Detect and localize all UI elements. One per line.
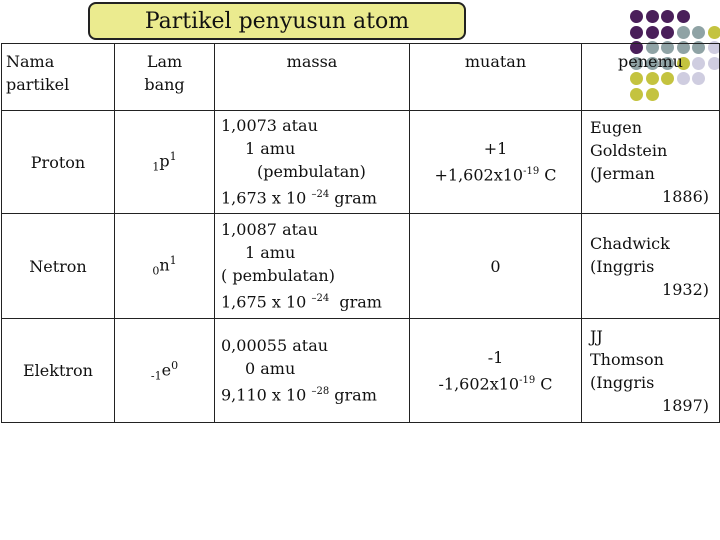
massa-line: 9,110 x 10 $^{-28}$ gram <box>221 385 377 405</box>
header-penemu-label: penemu <box>618 52 683 71</box>
decorative-dot <box>692 26 705 39</box>
decorative-dot <box>630 10 643 23</box>
symbol-base: n <box>159 255 170 275</box>
page-title: Partikel penyusun atom <box>88 2 466 40</box>
header-penemu <box>582 44 720 111</box>
particle-name <box>2 319 115 423</box>
particle-penemu <box>582 319 720 423</box>
massa-line: 0 amu <box>245 359 296 379</box>
table-header-row <box>2 44 720 111</box>
penemu-line: (Inggris <box>590 256 655 276</box>
penemu-line: 1897) <box>662 395 709 415</box>
decorative-dot <box>661 10 674 23</box>
particle-symbol <box>115 319 215 423</box>
massa-line: 1 amu <box>245 139 296 159</box>
penemu-line: Goldstein <box>590 141 668 160</box>
header-nama-line1: Nama <box>6 52 55 71</box>
particle-muatan <box>410 319 582 423</box>
symbol-subscript: -1 <box>150 369 162 383</box>
penemu-line: Thomson <box>590 349 664 369</box>
decorative-dot <box>708 26 720 39</box>
penemu-line: 1886) <box>662 187 709 206</box>
massa-line: 1,675 x 10 $^{-24}$ gram <box>221 292 382 312</box>
muatan-line: +1 <box>483 139 508 159</box>
particle-penemu <box>582 111 720 214</box>
particle-table <box>1 43 720 423</box>
particle-name <box>2 214 115 319</box>
particle-massa <box>215 319 410 423</box>
symbol-superscript: 1 <box>169 150 177 164</box>
symbol-superscript: 0 <box>171 358 179 372</box>
penemu-line: 1932) <box>662 279 709 299</box>
particle-symbol <box>115 111 215 214</box>
particle-name-text: Netron <box>29 256 87 276</box>
massa-line: ( pembulatan) <box>221 266 335 286</box>
table-row-elektron <box>2 319 720 423</box>
muatan-line: 0 <box>490 256 501 276</box>
massa-line: 1,0073 atau <box>221 116 318 136</box>
particle-penemu <box>582 214 720 319</box>
header-massa-label: massa <box>286 52 338 71</box>
decorative-dot <box>646 26 659 39</box>
decorative-dot <box>630 26 643 39</box>
massa-line: 1 amu <box>245 243 296 263</box>
penemu-line: Eugen <box>590 118 642 137</box>
massa-line: 0,00055 atau <box>221 336 329 356</box>
particle-name-text: Elektron <box>23 361 93 380</box>
symbol-base: e <box>161 360 172 380</box>
muatan-line: $+1,602x10^{-19}$ C <box>434 165 557 185</box>
massa-line: 1,0087 atau <box>221 220 318 240</box>
header-muatan-label: muatan <box>464 52 527 71</box>
penemu-line: Chadwick <box>590 233 670 253</box>
header-muatan <box>410 44 582 111</box>
particle-muatan <box>410 214 582 319</box>
decorative-dot <box>661 26 674 39</box>
symbol-subscript: 0 <box>152 264 160 278</box>
decorative-dot <box>677 10 690 23</box>
penemu-line: (Inggris <box>590 372 655 392</box>
header-lambang-line2: bang <box>144 75 185 94</box>
header-lambang-line1: Lam <box>146 52 183 71</box>
particle-massa <box>215 111 410 214</box>
table-row-proton <box>2 111 720 214</box>
muatan-line: -1 <box>487 347 504 367</box>
particle-massa <box>215 214 410 319</box>
symbol-superscript: 1 <box>169 254 177 268</box>
symbol-subscript: 1 <box>152 160 160 174</box>
header-massa <box>215 44 410 111</box>
header-nama-partikel <box>2 44 115 111</box>
decorative-dot <box>677 26 690 39</box>
symbol-base: p <box>159 151 170 171</box>
particle-name-text: Proton <box>30 152 86 172</box>
penemu-line: (Jerman <box>590 164 655 183</box>
particle-symbol <box>115 214 215 319</box>
particle-muatan <box>410 111 582 214</box>
header-lambang <box>115 44 215 111</box>
header-nama-line2: partikel <box>6 75 70 94</box>
decorative-dot <box>646 10 659 23</box>
massa-line: 1,673 x 10 $^{-24}$ gram <box>221 188 377 208</box>
table-row-netron <box>2 214 720 319</box>
penemu-line: JJ <box>590 326 603 346</box>
particle-name <box>2 111 115 214</box>
massa-line: (pembulatan) <box>257 162 366 182</box>
muatan-line: $-1,602x10^{-19}$ C <box>438 374 553 394</box>
